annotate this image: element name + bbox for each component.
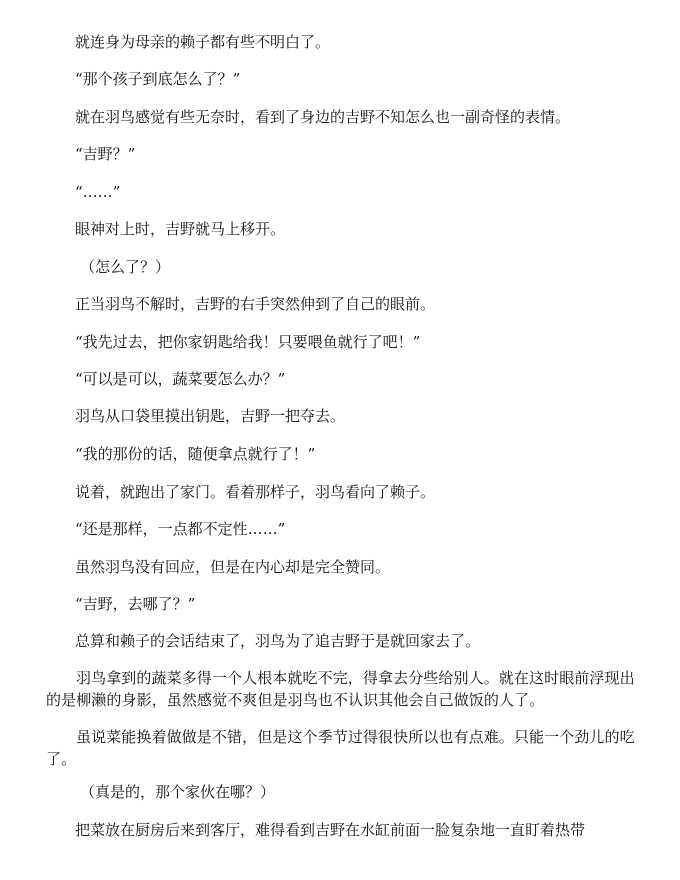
paragraph-3: 就在羽鸟感觉有些无奈时，看到了身边的吉野不知怎么也一副奇怪的表情。 — [75, 108, 571, 126]
paragraph-9: “我先过去，把你家钥匙给我！只要喂鱼就行了吧！” — [75, 333, 421, 351]
paragraph-11: 羽鸟从口袋里摸出钥匙，吉野一把夺去。 — [75, 407, 346, 425]
paragraph-6: 眼神对上时，吉野就马上移开。 — [75, 220, 286, 238]
paragraph-16: “吉野，去哪了？” — [75, 595, 196, 613]
paragraph-21: 把菜放在厨房后来到客厅，难得看到吉野在水缸前面一脸复杂地一直盯着热带 — [75, 821, 586, 839]
paragraph-4: “吉野？” — [75, 145, 136, 163]
paragraph-13: 说着，就跑出了家门。看着那样子，羽鸟看向了赖子。 — [75, 483, 436, 501]
paragraph-12: “我的那份的话，随便拿点就行了！” — [75, 445, 316, 463]
paragraph-20: （真是的，那个家伙在哪？） — [80, 783, 276, 801]
paragraph-10: “可以是可以，蔬菜要怎么办？” — [75, 370, 286, 388]
paragraph-1: 就连身为母亲的赖子都有些不明白了。 — [75, 33, 331, 51]
paragraph-14: “还是那样，一点都不定性……” — [75, 520, 286, 538]
paragraph-8: 正当羽鸟不解时，吉野的右手突然伸到了自己的眼前。 — [75, 295, 436, 313]
paragraph-7: （怎么了？） — [80, 258, 171, 276]
paragraph-15: 虽然羽鸟没有回应，但是在内心却是完全赞同。 — [75, 558, 391, 576]
paragraph-19: 虽说菜能换着做做是不错，但是这个季节过得很快所以也有点难。只能一个劲儿的吃了。 — [46, 728, 635, 768]
paragraph-18: 羽鸟拿到的蔬菜多得一个人根本就吃不完，得拿去分些给别人。就在这时眼前浮现出的是柳濑的身影，虽然感觉不爽但是羽鸟也不认识其他会自己做饭的人了。 — [46, 669, 635, 709]
paragraph-2: “那个孩子到底怎么了？” — [75, 70, 241, 88]
paragraph-17: 总算和赖子的会话结束了，羽鸟为了追吉野于是就回家去了。 — [75, 632, 481, 650]
paragraph-5: “……” — [75, 183, 121, 201]
